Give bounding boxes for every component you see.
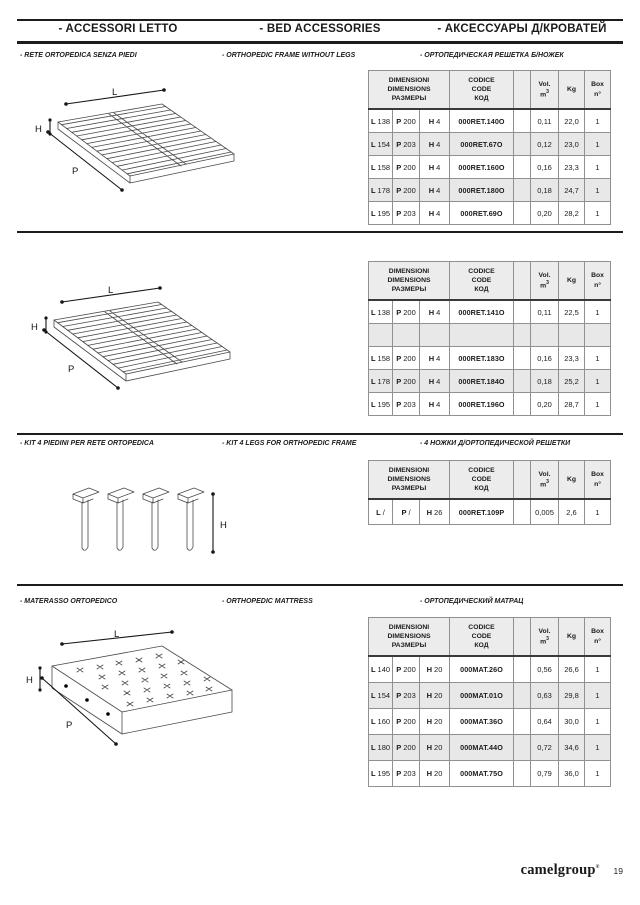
volume-cell: 0,64 bbox=[531, 709, 559, 735]
dim-h-cell: H 4 bbox=[420, 300, 450, 324]
code-cell: 000RET.184O bbox=[450, 370, 514, 393]
code-cell: 000RET.183O bbox=[450, 347, 514, 370]
brand-logo: camelgroup® bbox=[520, 862, 600, 878]
volume-cell: 0,20 bbox=[531, 393, 559, 416]
kg-cell: 28,2 bbox=[559, 202, 585, 225]
box-cell: 1 bbox=[585, 499, 611, 525]
volume-cell: 0,005 bbox=[531, 499, 559, 525]
leg bbox=[178, 488, 204, 550]
dim-label-h: H bbox=[35, 124, 42, 135]
page-header bbox=[17, 23, 623, 35]
dim-h-cell: H 20 bbox=[420, 656, 450, 683]
slatted-frame-diagram-2 bbox=[26, 282, 236, 407]
dim-h-cell: H 20 bbox=[420, 735, 450, 761]
divider bbox=[17, 433, 623, 435]
box-cell: 1 bbox=[585, 735, 611, 761]
divider bbox=[17, 19, 623, 21]
box-cell bbox=[585, 324, 611, 347]
frame-center-rail bbox=[109, 113, 186, 166]
page-title-ru: - АКСЕССУАРЫ Д/КРОВАТЕЙ bbox=[437, 23, 607, 35]
divider bbox=[17, 231, 623, 233]
col-header-volume: Vol. $m^3$ bbox=[531, 618, 559, 657]
col-header-code: CODICE CODE КОД bbox=[450, 262, 514, 301]
frame-center-rail bbox=[105, 311, 182, 364]
volume-cell: 0,63 bbox=[531, 683, 559, 709]
section-titles-mattress bbox=[0, 598, 640, 610]
table-row bbox=[369, 300, 611, 324]
table-row bbox=[369, 735, 611, 761]
code-cell: 000MAT.44O bbox=[450, 735, 514, 761]
col-header-box: Box n° bbox=[585, 618, 611, 657]
col-header-code: CODICE CODE КОД bbox=[450, 618, 514, 657]
kg-cell: 22,0 bbox=[559, 109, 585, 133]
dim-p-cell: P 200 bbox=[393, 370, 420, 393]
volume-cell: 0,11 bbox=[531, 300, 559, 324]
spec-table-legs bbox=[368, 460, 611, 525]
col-header-dimensions: DIMENSIONI DIMENSIONS РАЗМЕРЫ bbox=[369, 262, 450, 301]
dim-label-h: H bbox=[26, 675, 33, 686]
kg-cell: 23,3 bbox=[559, 156, 585, 179]
col-header-volume: Vol. $m^3$ bbox=[531, 461, 559, 500]
slatted-frame-diagram bbox=[30, 84, 240, 209]
dim-l-cell: L 158 bbox=[369, 347, 393, 370]
spacer-cell bbox=[514, 156, 531, 179]
dim-label-l: L bbox=[108, 285, 114, 296]
kg-cell: 22,5 bbox=[559, 300, 585, 324]
dim-l-cell: L 180 bbox=[369, 735, 393, 761]
table-header-row bbox=[369, 618, 611, 657]
dim-label-l: L bbox=[114, 629, 120, 640]
volume-cell: 0,20 bbox=[531, 202, 559, 225]
dim-l-cell: L 178 bbox=[369, 370, 393, 393]
dim-p-cell: P 200 bbox=[393, 300, 420, 324]
table-row bbox=[369, 709, 611, 735]
page-footer bbox=[500, 862, 623, 879]
page-title-it: - ACCESSORI LETTO bbox=[58, 23, 178, 35]
col-header-dimensions: DIMENSIONI DIMENSIONS РАЗМЕРЫ bbox=[369, 618, 450, 657]
box-cell: 1 bbox=[585, 202, 611, 225]
dim-l-cell: L 140 bbox=[369, 656, 393, 683]
leg bbox=[143, 488, 169, 550]
kg-cell: 24,7 bbox=[559, 179, 585, 202]
col-header-kg: Kg bbox=[559, 618, 585, 657]
dim-p-cell: P 200 bbox=[393, 656, 420, 683]
volume-cell bbox=[531, 324, 559, 347]
table-row bbox=[369, 393, 611, 416]
spec-table-frame-2 bbox=[368, 261, 611, 416]
table-row bbox=[369, 109, 611, 133]
code-cell: 000RET.180O bbox=[450, 179, 514, 202]
dim-h-cell: H 20 bbox=[420, 761, 450, 787]
vent-hole bbox=[64, 684, 68, 688]
col-header-dimensions: DIMENSIONI DIMENSIONS РАЗМЕРЫ bbox=[369, 71, 450, 110]
spacer-cell bbox=[514, 393, 531, 416]
kg-cell: 29,8 bbox=[559, 683, 585, 709]
kg-cell bbox=[559, 324, 585, 347]
section-title-ru: - 4 НОЖКИ Д/ОРТОПЕДИЧЕСКОЙ РЕШЕТКИ bbox=[420, 440, 571, 447]
code-cell: 000RET.109P bbox=[450, 499, 514, 525]
table-row bbox=[369, 683, 611, 709]
col-header-code: CODICE CODE КОД bbox=[450, 461, 514, 500]
volume-cell: 0,79 bbox=[531, 761, 559, 787]
code-cell: 000MAT.75O bbox=[450, 761, 514, 787]
box-cell: 1 bbox=[585, 370, 611, 393]
spacer-cell bbox=[514, 347, 531, 370]
code-cell: 000MAT.01O bbox=[450, 683, 514, 709]
legs-kit-diagram bbox=[58, 482, 233, 567]
dim-l-cell: L 160 bbox=[369, 709, 393, 735]
vent-hole bbox=[85, 698, 89, 702]
col-header-spacer bbox=[514, 71, 531, 110]
table-row bbox=[369, 499, 611, 525]
divider bbox=[17, 41, 623, 44]
table-row bbox=[369, 761, 611, 787]
dim-p-cell: P 200 bbox=[393, 156, 420, 179]
page-number: 19 bbox=[613, 866, 623, 876]
dim-h-cell: H 4 bbox=[420, 202, 450, 225]
col-header-box: Box n° bbox=[585, 461, 611, 500]
box-cell: 1 bbox=[585, 156, 611, 179]
code-cell: 000RET.140O bbox=[450, 109, 514, 133]
box-cell: 1 bbox=[585, 656, 611, 683]
code-cell: 000RET.67O bbox=[450, 133, 514, 156]
dim-h-cell: H 26 bbox=[420, 499, 450, 525]
section-title-it: - MATERASSO ORTOPEDICO bbox=[20, 598, 118, 605]
section-titles-frame bbox=[0, 52, 640, 64]
col-header-kg: Kg bbox=[559, 262, 585, 301]
code-cell: 000MAT.36O bbox=[450, 709, 514, 735]
col-header-dimensions: DIMENSIONI DIMENSIONS РАЗМЕРЫ bbox=[369, 461, 450, 500]
table-row bbox=[369, 133, 611, 156]
kg-cell: 2,6 bbox=[559, 499, 585, 525]
box-cell: 1 bbox=[585, 709, 611, 735]
spacer-cell bbox=[514, 300, 531, 324]
box-cell: 1 bbox=[585, 109, 611, 133]
table-row bbox=[369, 347, 611, 370]
dim-h-cell: H 4 bbox=[420, 179, 450, 202]
dim-p-cell: P 200 bbox=[393, 179, 420, 202]
dim-label-l: L bbox=[112, 87, 118, 98]
table-header-row bbox=[369, 71, 611, 110]
box-cell: 1 bbox=[585, 179, 611, 202]
spacer-cell bbox=[514, 709, 531, 735]
dim-l-cell: L 195 bbox=[369, 761, 393, 787]
dim-l-cell: L 195 bbox=[369, 202, 393, 225]
dim-p-cell: P 203 bbox=[393, 683, 420, 709]
code-cell: 000RET.160O bbox=[450, 156, 514, 179]
dim-h-cell: H 20 bbox=[420, 683, 450, 709]
col-header-kg: Kg bbox=[559, 71, 585, 110]
dim-p-cell bbox=[393, 324, 420, 347]
col-header-kg: Kg bbox=[559, 461, 585, 500]
spacer-cell bbox=[514, 133, 531, 156]
divider bbox=[17, 584, 623, 586]
dim-label-p: P bbox=[66, 720, 73, 731]
section-title-en: - ORTHOPEDIC FRAME WITHOUT LEGS bbox=[222, 52, 356, 59]
kg-cell: 28,7 bbox=[559, 393, 585, 416]
section-title-en: - ORTHOPEDIC MATTRESS bbox=[222, 598, 313, 605]
spacer-cell bbox=[514, 202, 531, 225]
dim-h-cell: H 4 bbox=[420, 393, 450, 416]
box-cell: 1 bbox=[585, 393, 611, 416]
dim-l-cell: L 154 bbox=[369, 133, 393, 156]
dim-h-cell bbox=[420, 324, 450, 347]
table-header-row bbox=[369, 262, 611, 301]
kg-cell: 36,0 bbox=[559, 761, 585, 787]
dim-label-p: P bbox=[68, 364, 75, 375]
dim-p-cell: P 203 bbox=[393, 393, 420, 416]
table-row bbox=[369, 179, 611, 202]
spacer-cell bbox=[514, 324, 531, 347]
page-title-en: - BED ACCESSORIES bbox=[259, 23, 381, 35]
volume-cell: 0,16 bbox=[531, 156, 559, 179]
box-cell: 1 bbox=[585, 300, 611, 324]
section-title-ru: - ОРТОПЕДИЧЕСКАЯ РЕШЕТКА Б/НОЖЕК bbox=[420, 52, 564, 59]
kg-cell: 34,6 bbox=[559, 735, 585, 761]
dim-label-h: H bbox=[220, 520, 227, 531]
table-row bbox=[369, 370, 611, 393]
box-cell: 1 bbox=[585, 761, 611, 787]
table-row bbox=[369, 656, 611, 683]
section-title-it: - RETE ORTOPEDICA SENZA PIEDI bbox=[20, 52, 137, 59]
spacer-cell bbox=[514, 179, 531, 202]
dim-p-cell: P / bbox=[393, 499, 420, 525]
section-title-ru: - ОРТОПЕДИЧЕСКИЙ МАТРАЦ bbox=[420, 598, 524, 605]
dim-l-cell: L 154 bbox=[369, 683, 393, 709]
volume-cell: 0,12 bbox=[531, 133, 559, 156]
code-cell: 000RET.69O bbox=[450, 202, 514, 225]
dim-l-cell: L / bbox=[369, 499, 393, 525]
volume-cell: 0,18 bbox=[531, 370, 559, 393]
dim-p-cell: P 203 bbox=[393, 761, 420, 787]
spacer-cell bbox=[514, 683, 531, 709]
table-row bbox=[369, 156, 611, 179]
dim-h-cell: H 4 bbox=[420, 156, 450, 179]
kg-cell: 25,2 bbox=[559, 370, 585, 393]
spacer-cell bbox=[514, 735, 531, 761]
dim-p-cell: P 200 bbox=[393, 709, 420, 735]
spec-table-mattress bbox=[368, 617, 611, 787]
col-header-spacer bbox=[514, 262, 531, 301]
vent-hole bbox=[106, 712, 110, 716]
kg-cell: 26,6 bbox=[559, 656, 585, 683]
section-title-en: - KIT 4 LEGS FOR ORTHOPEDIC FRAME bbox=[222, 440, 357, 447]
spacer-cell bbox=[514, 761, 531, 787]
dim-p-cell: P 203 bbox=[393, 133, 420, 156]
leg bbox=[73, 488, 99, 550]
table-row bbox=[369, 202, 611, 225]
table-row-empty bbox=[369, 324, 611, 347]
col-header-box: Box n° bbox=[585, 71, 611, 110]
section-titles-legs bbox=[0, 440, 640, 452]
col-header-volume: Vol. $m^3$ bbox=[531, 262, 559, 301]
col-header-spacer bbox=[514, 618, 531, 657]
code-cell bbox=[450, 324, 514, 347]
box-cell: 1 bbox=[585, 133, 611, 156]
spacer-cell bbox=[514, 499, 531, 525]
dim-l-cell: L 138 bbox=[369, 300, 393, 324]
volume-cell: 0,11 bbox=[531, 109, 559, 133]
dim-h-cell: H 4 bbox=[420, 347, 450, 370]
spacer-cell bbox=[514, 656, 531, 683]
dim-l-cell bbox=[369, 324, 393, 347]
code-cell: 000RET.196O bbox=[450, 393, 514, 416]
spacer-cell bbox=[514, 370, 531, 393]
code-cell: 000MAT.26O bbox=[450, 656, 514, 683]
kg-cell: 23,0 bbox=[559, 133, 585, 156]
spec-table-frame-1 bbox=[368, 70, 611, 225]
section-title-it: - KIT 4 PIEDINI PER RETE ORTOPEDICA bbox=[20, 440, 154, 447]
dim-p-cell: P 200 bbox=[393, 347, 420, 370]
dim-h-cell: H 4 bbox=[420, 370, 450, 393]
col-header-volume: Vol. $m^3$ bbox=[531, 71, 559, 110]
box-cell: 1 bbox=[585, 347, 611, 370]
dim-h-cell: H 4 bbox=[420, 109, 450, 133]
dim-p-cell: P 200 bbox=[393, 109, 420, 133]
kg-cell: 23,3 bbox=[559, 347, 585, 370]
dim-label-p: P bbox=[72, 166, 79, 177]
spacer-cell bbox=[514, 109, 531, 133]
dim-h-cell: H 4 bbox=[420, 133, 450, 156]
volume-cell: 0,16 bbox=[531, 347, 559, 370]
dim-l-cell: L 178 bbox=[369, 179, 393, 202]
volume-cell: 0,56 bbox=[531, 656, 559, 683]
leg bbox=[108, 488, 134, 550]
mattress-diagram bbox=[24, 626, 239, 776]
dim-label-h: H bbox=[31, 322, 38, 333]
kg-cell: 30,0 bbox=[559, 709, 585, 735]
col-header-spacer bbox=[514, 461, 531, 500]
dim-h-cell: H 20 bbox=[420, 709, 450, 735]
col-header-box: Box n° bbox=[585, 262, 611, 301]
box-cell: 1 bbox=[585, 683, 611, 709]
table-header-row bbox=[369, 461, 611, 500]
dim-l-cell: L 195 bbox=[369, 393, 393, 416]
volume-cell: 0,72 bbox=[531, 735, 559, 761]
dim-l-cell: L 158 bbox=[369, 156, 393, 179]
dim-p-cell: P 203 bbox=[393, 202, 420, 225]
volume-cell: 0,18 bbox=[531, 179, 559, 202]
dim-l-cell: L 138 bbox=[369, 109, 393, 133]
registered-mark: ® bbox=[595, 865, 600, 871]
dim-p-cell: P 200 bbox=[393, 735, 420, 761]
col-header-code: CODICE CODE КОД bbox=[450, 71, 514, 110]
code-cell: 000RET.141O bbox=[450, 300, 514, 324]
